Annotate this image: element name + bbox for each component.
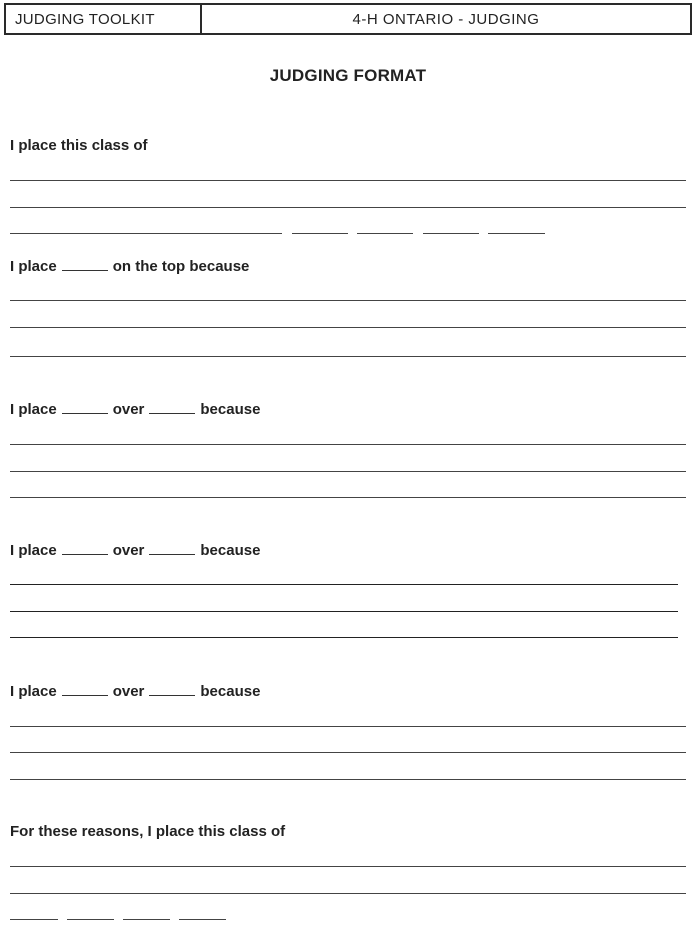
prompt-because: because xyxy=(200,542,261,559)
prompt-over: over xyxy=(112,683,145,700)
placing-blank[interactable] xyxy=(149,542,195,555)
answer-line[interactable] xyxy=(10,444,686,445)
placing-blank[interactable] xyxy=(10,919,58,920)
answer-line[interactable] xyxy=(10,584,678,585)
placing-blank[interactable] xyxy=(179,919,226,920)
pair-prompt xyxy=(10,542,260,559)
answer-line[interactable] xyxy=(10,752,686,753)
pair-prompt xyxy=(10,683,260,700)
answer-line[interactable] xyxy=(10,207,686,208)
answer-line[interactable] xyxy=(10,180,686,181)
placing-blank[interactable] xyxy=(67,919,114,920)
answer-line[interactable] xyxy=(10,327,686,328)
answer-line[interactable] xyxy=(10,611,678,612)
program-label: 4-H ONTARIO - JUDGING xyxy=(352,10,540,28)
prompt-suffix: on the top because xyxy=(112,258,250,275)
answer-line[interactable] xyxy=(10,300,686,301)
prompt-because: because xyxy=(200,683,261,700)
answer-line[interactable] xyxy=(10,726,686,727)
placing-blank[interactable] xyxy=(149,401,195,414)
answer-line[interactable] xyxy=(10,471,686,472)
placing-blank[interactable] xyxy=(62,542,108,555)
answer-line[interactable] xyxy=(10,866,686,867)
placing-blank[interactable] xyxy=(488,233,545,234)
placing-blank[interactable] xyxy=(357,233,413,234)
answer-line[interactable] xyxy=(10,497,686,498)
answer-line[interactable] xyxy=(10,893,686,894)
prompt-over: over xyxy=(112,542,145,559)
prompt-prefix: I place xyxy=(10,542,57,559)
placing-blank[interactable] xyxy=(292,233,348,234)
intro-prompt: I place this class of xyxy=(10,137,148,154)
placing-blank[interactable] xyxy=(62,258,108,271)
page-header xyxy=(4,3,692,35)
page-title: JUDGING FORMAT xyxy=(269,66,427,85)
prompt-because: because xyxy=(200,401,261,418)
placing-blank[interactable] xyxy=(62,683,108,696)
answer-line[interactable] xyxy=(10,356,686,357)
prompt-over: over xyxy=(112,401,145,418)
closing-prompt: For these reasons, I place this class of xyxy=(10,823,286,840)
top-prompt xyxy=(10,258,249,275)
pair-prompt xyxy=(10,401,260,418)
answer-line[interactable] xyxy=(10,637,678,638)
placing-blank[interactable] xyxy=(423,233,479,234)
placing-blank[interactable] xyxy=(149,683,195,696)
answer-line[interactable] xyxy=(10,779,686,780)
placing-blank[interactable] xyxy=(123,919,170,920)
toolkit-label: JUDGING TOOLKIT xyxy=(6,5,202,33)
answer-blank[interactable] xyxy=(10,233,282,234)
prompt-prefix: I place xyxy=(10,683,57,700)
prompt-prefix: I place xyxy=(10,401,57,418)
prompt-prefix: I place xyxy=(10,258,57,275)
placing-blank[interactable] xyxy=(62,401,108,414)
